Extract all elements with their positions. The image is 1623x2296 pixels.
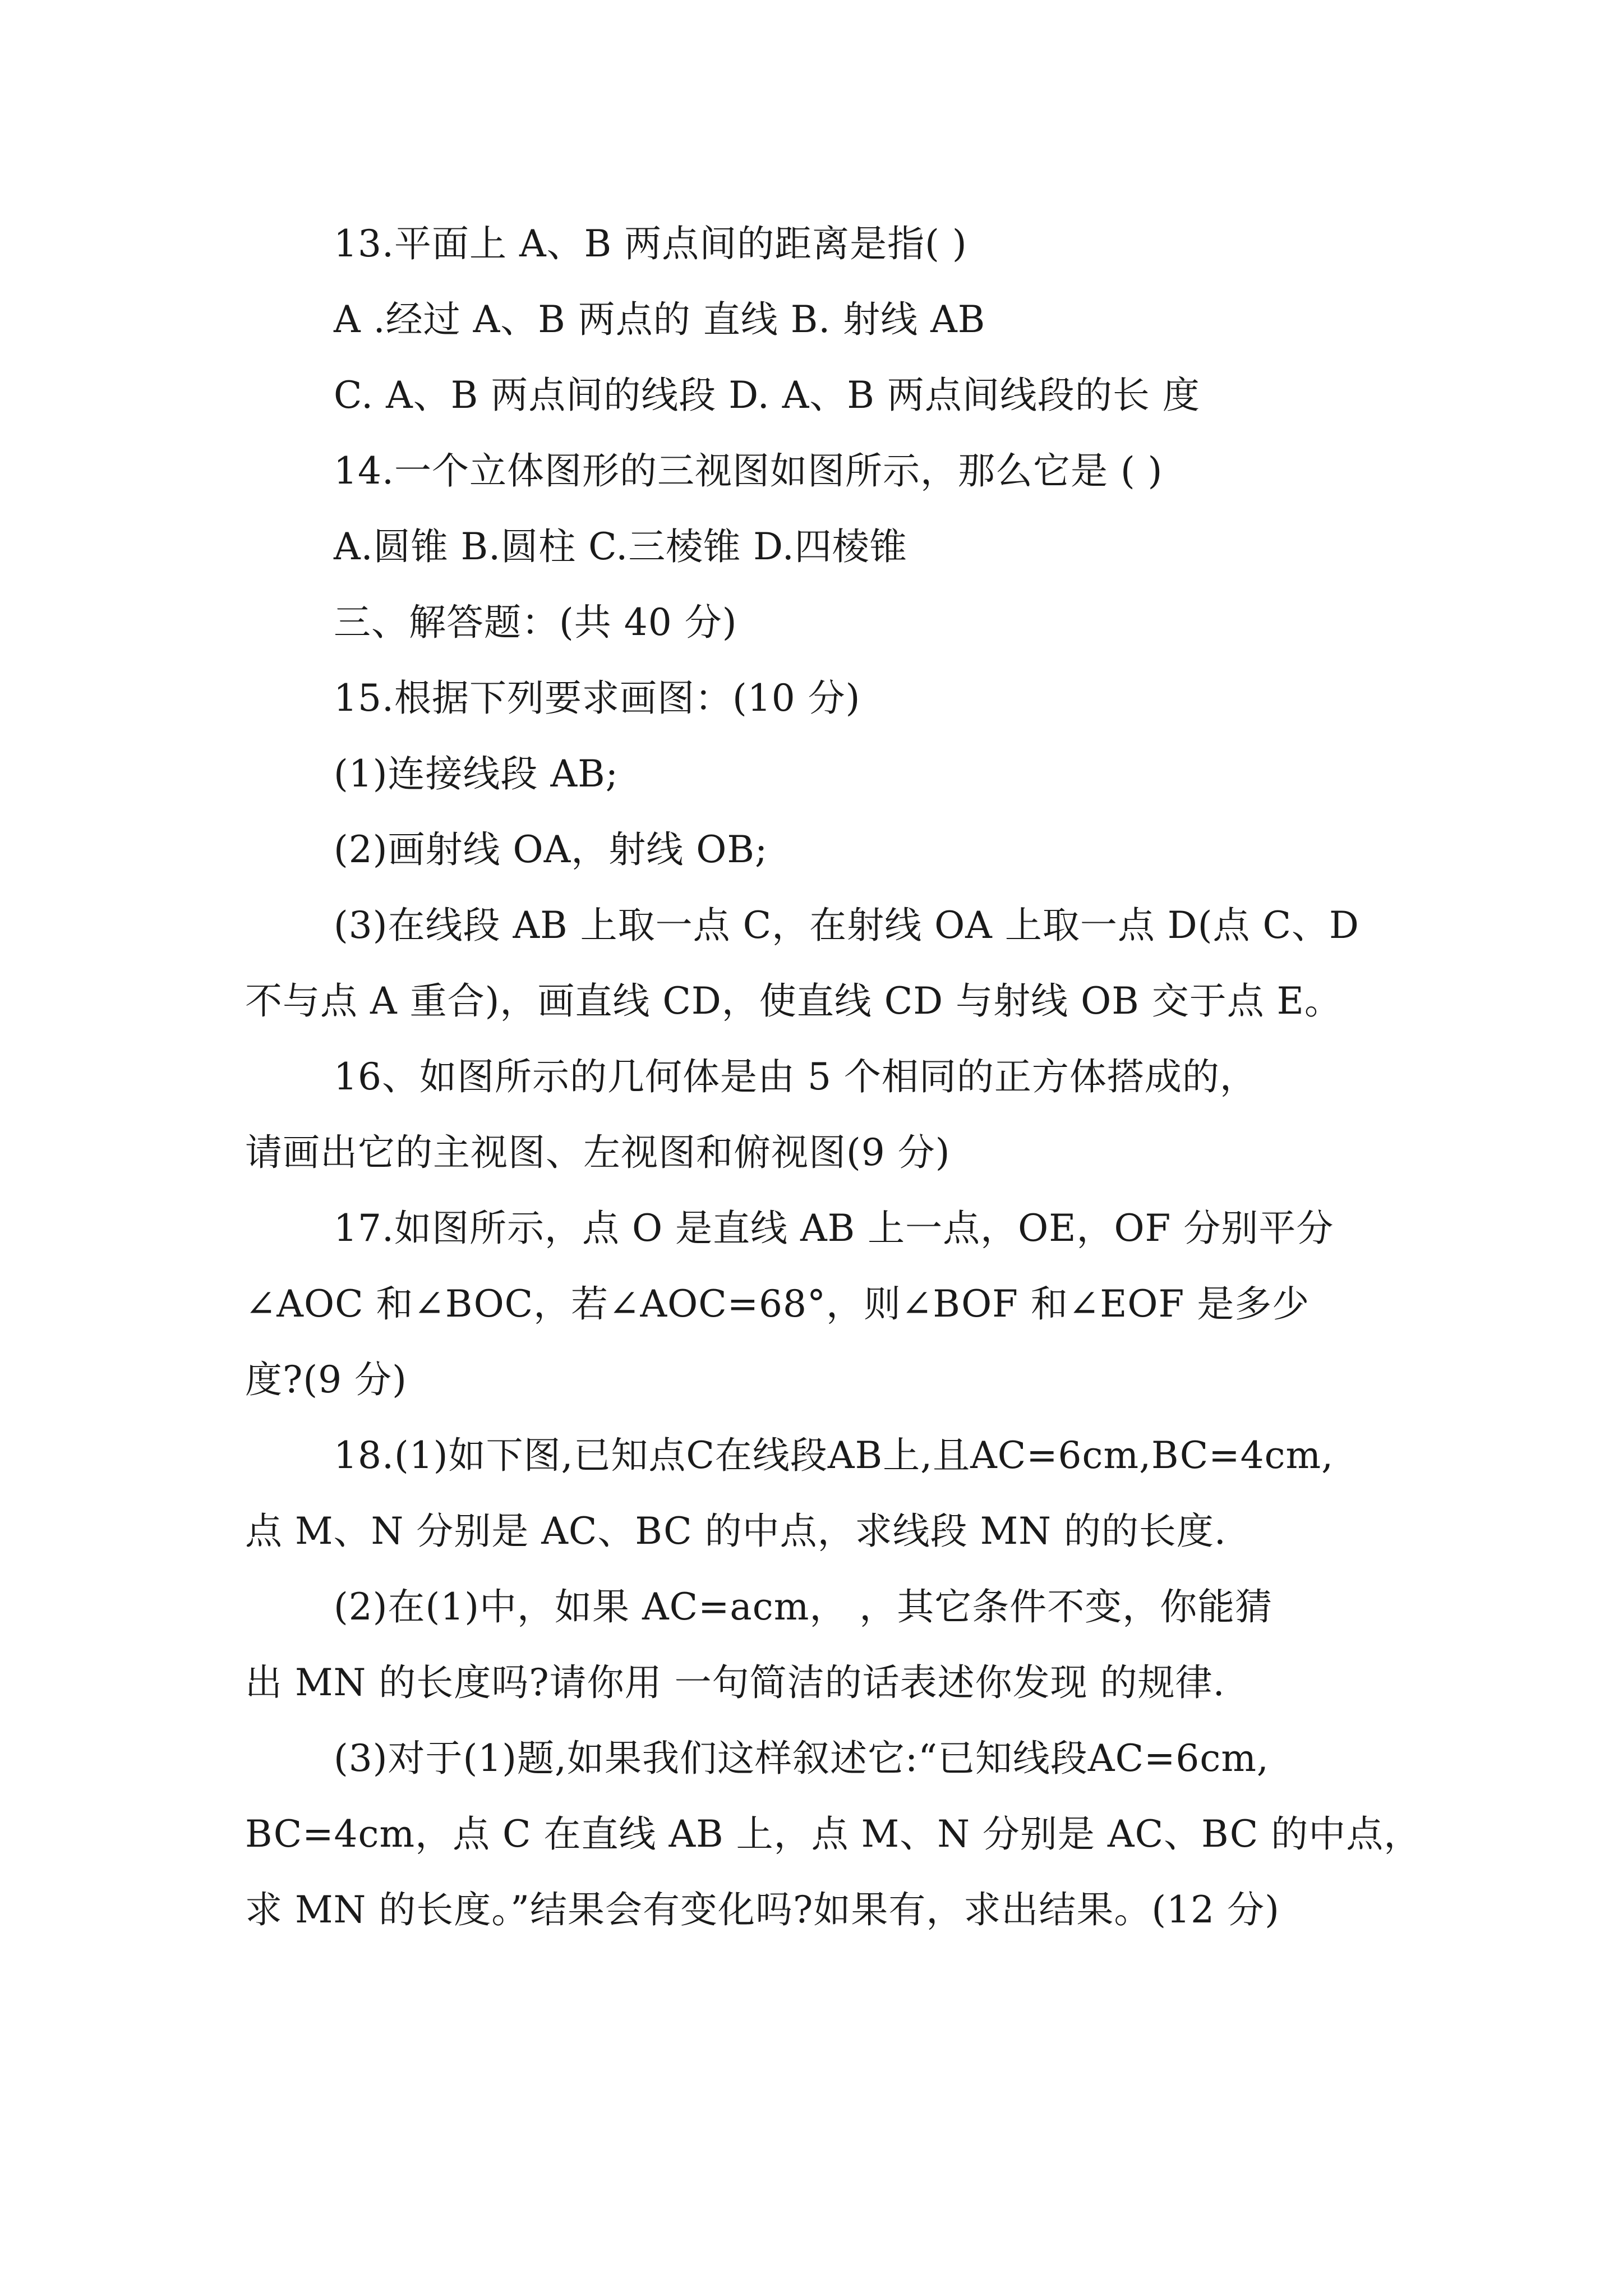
question-18-part-2-cont: 出 MN 的长度吗?请你用 一句简洁的话表述你发现 的规律. <box>245 1661 1225 1704</box>
section-heading: 三、解答题：(共 40 分) <box>334 601 737 644</box>
question-18-part-3-end: 求 MN 的长度。”结果会有变化吗?如果有，求出结果。(12 分) <box>245 1888 1280 1931</box>
question-14-options: A.圆锥 B.圆柱 C.三棱锥 D.四棱锥 <box>334 525 907 568</box>
question-15-part-3: (3)在线段 AB 上取一点 C，在射线 OA 上取一点 D(点 C、D <box>334 904 1359 947</box>
question-15-part-2: (2)画射线 OA，射线 OB; <box>334 828 768 871</box>
question-16-stem-cont: 请画出它的主视图、左视图和俯视图(9 分) <box>245 1131 951 1174</box>
question-18-part-2: (2)在(1)中，如果 AC=acm， ，其它条件不变，你能猜 <box>334 1585 1273 1628</box>
question-17-stem-cont: ∠AOC 和∠BOC，若∠AOC=68°，则∠BOF 和∠EOF 是多少 <box>245 1282 1310 1326</box>
question-18-part-3-cont: BC=4cm，点 C 在直线 AB 上，点 M、N 分别是 AC、BC 的中点， <box>245 1812 1422 1856</box>
question-17-stem: 17.如图所示，点 O 是直线 AB 上一点，OE，OF 分别平分 <box>334 1207 1334 1250</box>
question-14-stem: 14.一个立体图形的三视图如图所示，那么它是 ( ) <box>334 449 1163 493</box>
question-18-part-1: 18.(1)如下图,已知点C在线段AB上,且AC=6cm,BC=4cm, <box>334 1434 1334 1477</box>
question-15-stem: 15.根据下列要求画图：(10 分) <box>334 677 861 720</box>
question-13-stem: 13.平面上 A、B 两点间的距离是指( ) <box>334 222 967 265</box>
question-17-points: 度?(9 分) <box>245 1358 407 1401</box>
question-15-part-1: (1)连接线段 AB; <box>334 752 619 795</box>
question-13-options-ab: A .经过 A、B 两点的 直线 B. 射线 AB <box>334 298 986 341</box>
question-18-part-1-cont: 点 M、N 分别是 AC、BC 的中点，求线段 MN 的的长度. <box>245 1510 1227 1553</box>
question-18-part-3: (3)对于(1)题,如果我们这样叙述它:“已知线段AC=6cm, <box>334 1737 1269 1780</box>
question-15-part-3-cont: 不与点 A 重合)，画直线 CD，使直线 CD 与射线 OB 交于点 E。 <box>245 979 1342 1023</box>
question-13-options-cd: C. A、B 两点间的线段 D. A、B 两点间线段的长 度 <box>334 374 1200 417</box>
question-16-stem: 16、如图所示的几何体是由 5 个相同的正方体搭成的， <box>334 1055 1257 1098</box>
